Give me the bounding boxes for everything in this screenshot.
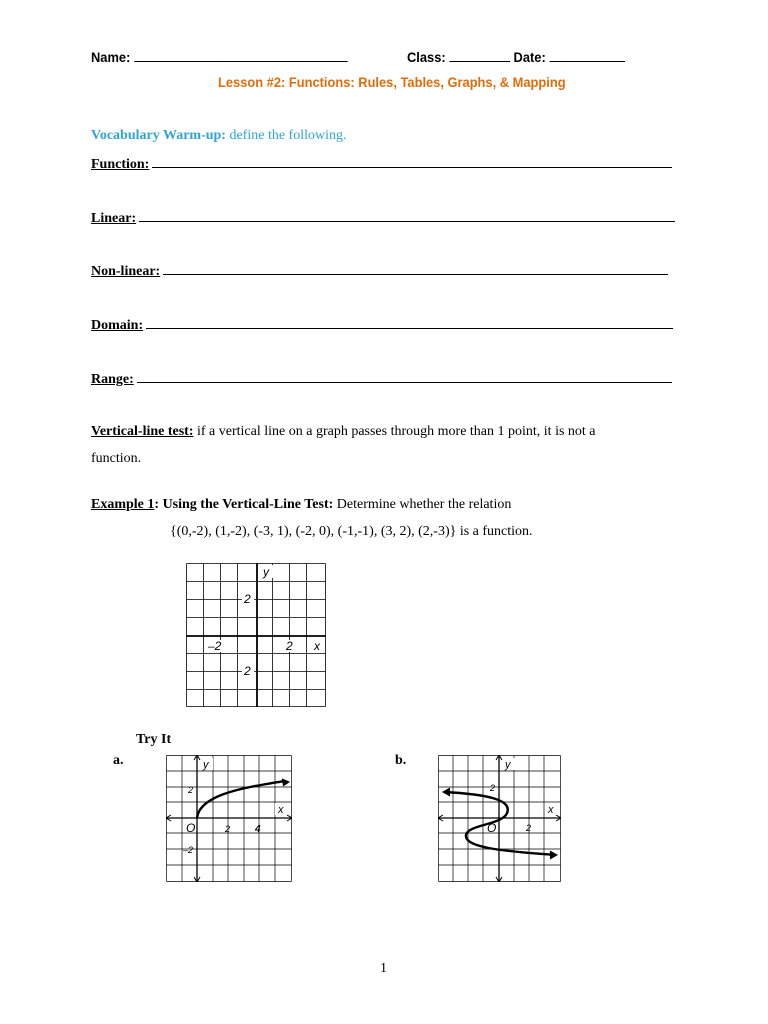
vlt-term: Vertical-line test: [91, 424, 194, 439]
vocab-answer-line[interactable] [139, 209, 675, 222]
class-label: Class: [407, 49, 446, 65]
page-number: 1 [380, 961, 387, 976]
name-label: Name: [91, 49, 131, 65]
origin-label: O [186, 821, 196, 835]
class-date-row [407, 49, 625, 65]
vocab-answer-line[interactable] [152, 155, 672, 168]
origin-label: O [487, 821, 497, 835]
x-axis-label: x [548, 804, 554, 816]
try-it-b-label: b. [395, 753, 407, 768]
example1-title: Using the Vertical-Line Test: [162, 497, 334, 512]
vocab-term: Function: [91, 157, 150, 172]
vlt-text: if a vertical line on a graph passes through more than 1 point, it is not a [197, 424, 596, 439]
x-tick-2: 2 [225, 824, 231, 834]
date-blank[interactable] [549, 49, 624, 62]
vertical-line-test [91, 424, 596, 440]
try-it-a-graph [166, 755, 292, 882]
vocab-term: Linear: [91, 211, 137, 226]
vocab-range [91, 370, 672, 388]
name-blank[interactable] [134, 49, 347, 62]
x-tick-negative: –2 [208, 639, 222, 653]
try-it-heading: Try It [136, 732, 172, 747]
y-tick-positive: 2 [244, 592, 251, 606]
vocab-answer-line[interactable] [163, 262, 668, 275]
try-it-b-graph [438, 755, 561, 882]
try-it-a-label: a. [113, 753, 124, 768]
lesson-title: Lesson #2: Functions: Rules, Tables, Graphs, & Mapping [218, 74, 566, 90]
vocab-answer-line[interactable] [137, 370, 672, 383]
y-tick-negative: 2 [244, 664, 251, 678]
vlt-text-continued: function. [91, 451, 142, 466]
header-row [91, 49, 347, 65]
example1-graph [186, 563, 326, 707]
y-tick-positive: 2 [188, 785, 194, 795]
x-tick-positive: 2 [286, 639, 293, 653]
vocab-term: Non-linear: [91, 264, 161, 279]
x-axis-label: x [314, 639, 320, 653]
vocab-linear [91, 209, 675, 227]
x-axis-label: x [278, 804, 284, 816]
y-tick-positive: 2 [490, 783, 496, 793]
y-axis-label: y [203, 759, 209, 771]
warmup-label: Vocabulary Warm-up: [91, 128, 226, 143]
curve-b [444, 792, 556, 855]
example1-relation: {(0,-2), (1,-2), (-3, 1), (-2, 0), (-1,-1), (3, 2), (2,-3)} is a function. [170, 524, 533, 539]
class-blank[interactable] [449, 49, 510, 62]
vocab-term: Range: [91, 372, 134, 387]
warmup-heading [91, 128, 347, 144]
vocab-answer-line[interactable] [146, 316, 673, 329]
example1-heading [91, 497, 511, 513]
example1-prompt: Determine whether the relation [336, 497, 512, 512]
y-axis-label: y [505, 759, 511, 771]
y-tick-negative: –2 [183, 845, 194, 855]
y-axis-label: y [263, 565, 269, 579]
x-tick-4: 4 [255, 824, 261, 835]
example1-label: Example 1 [91, 497, 155, 512]
vocab-domain [91, 316, 673, 334]
example1-colon: : [154, 497, 160, 512]
warmup-instruction: define the following. [229, 128, 347, 143]
vocab-function [91, 155, 672, 173]
date-label: Date: [513, 49, 546, 65]
vocab-term: Domain: [91, 318, 144, 333]
vocab-nonlinear [91, 262, 668, 280]
x-tick-positive: 2 [526, 823, 532, 833]
